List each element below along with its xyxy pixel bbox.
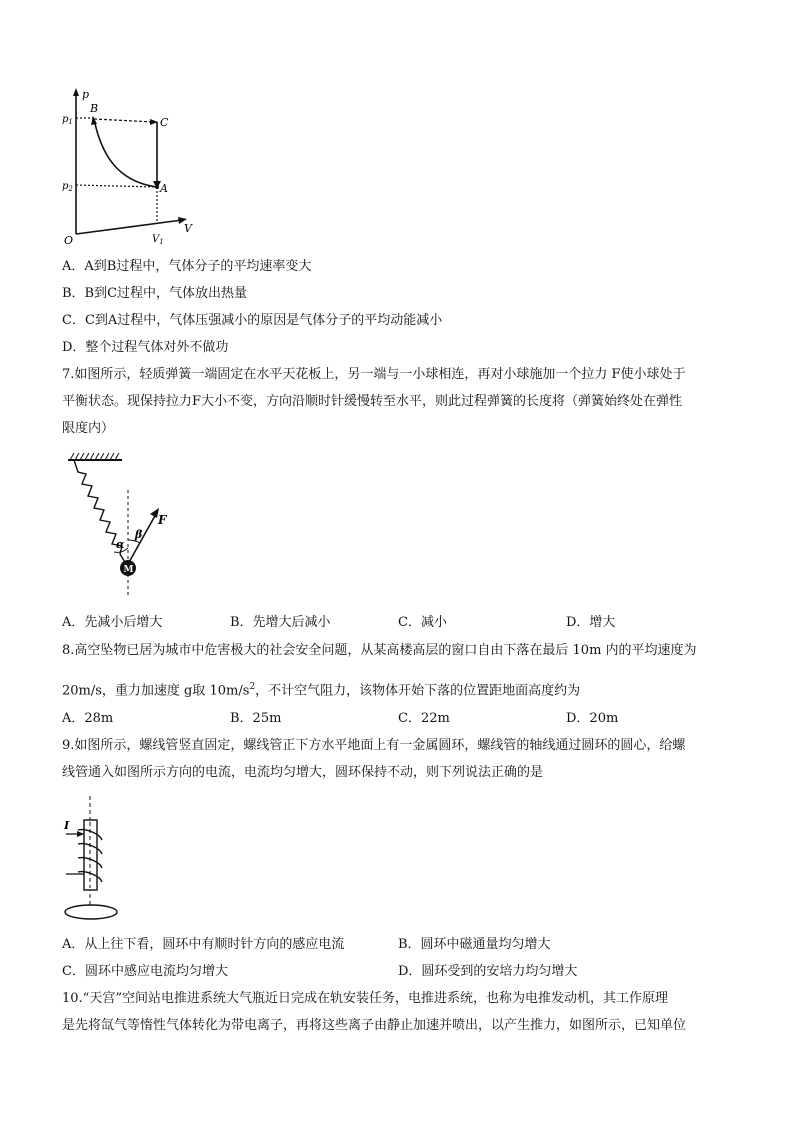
p-axis-arrow xyxy=(73,88,79,96)
q9-option-d: D．圆环受到的安培力均匀增大 xyxy=(398,964,578,979)
q6-option-a: A．A到B过程中，气体分子的平均速率变大 xyxy=(62,259,312,274)
p-axis-label: p xyxy=(82,88,90,101)
pv-diagram xyxy=(60,86,200,246)
current-arrow xyxy=(77,831,84,837)
v-axis-label: V xyxy=(184,222,192,235)
v1-label: $V_1$ xyxy=(152,234,164,246)
ab-process-curve xyxy=(94,119,157,187)
metal-ring xyxy=(65,905,117,919)
q7-stem-line3: 限度内） xyxy=(62,421,115,436)
p1-label: $p_1$ xyxy=(62,114,73,126)
q8-exponent: 2 xyxy=(249,682,256,692)
q6-option-c: C．C到A过程中，气体压强减小的原因是气体分子的平均动能减小 xyxy=(62,313,443,328)
q8-stem-line2-a: 20m/s，重力加速度 g取 10m/s xyxy=(62,683,250,699)
q8-option-a: A．28m xyxy=(62,711,114,726)
q7-option-a: A．先减小后增大 xyxy=(62,615,163,630)
q9-option-c: C．圆环中感应电流均匀增大 xyxy=(62,964,228,979)
ceiling-hatch xyxy=(70,453,119,460)
point-a-label: A xyxy=(160,182,168,195)
origin-label: O xyxy=(64,234,74,246)
q7-stem-line2: 平衡状态。现保持拉力F大小不变，方向沿顺时针缓慢转至水平，则此过程弹簧的长度将（弹簧始终处在弹性 xyxy=(62,394,683,409)
v-axis xyxy=(76,220,182,234)
point-c-label: C xyxy=(160,116,169,129)
q9-option-b: B．圆环中磁通量均匀增大 xyxy=(398,937,551,952)
q7-option-c: C．减小 xyxy=(398,615,447,630)
spring-ball-figure xyxy=(64,450,184,600)
bc-process-line xyxy=(94,119,154,122)
q8-stem-line1: 8.高空坠物已居为城市中危害极大的社会安全问题，从某高楼高层的窗口自由下落在最后 10m 内的平均速度为 xyxy=(62,643,697,658)
force-f-label: F xyxy=(158,513,167,527)
q10-stem-line2: 是先将氙气等惰性气体转化为带电离子，再将这些离子由静止加速并喷出，以产生推力，如图所示，已知单位 xyxy=(62,1018,687,1033)
solenoid-figure xyxy=(60,794,130,924)
current-label: I xyxy=(64,819,70,832)
q10-stem-line1: 10.“天宫”空间站电推进系统大气瓶近日完成在轨安装任务，电推进系统，也称为电推发动机，其工作原理 xyxy=(62,991,668,1006)
q7-stem-line1: 7.如图所示，轻质弹簧一端固定在水平天花板上，另一端与一小球相连，再对小球施加一个拉力 F使小球处于 xyxy=(62,367,686,382)
q8-option-c: C．22m xyxy=(398,711,450,726)
q8-stem-line2 xyxy=(62,678,580,700)
ball-label: M xyxy=(123,565,134,575)
p2-label: $p_2$ xyxy=(62,181,73,193)
q6-option-b: B．B到C过程中，气体放出热量 xyxy=(62,286,248,301)
q8-option-d: D．20m xyxy=(566,711,619,726)
point-a-dot xyxy=(155,185,159,189)
ab-arrow xyxy=(91,116,97,125)
q9-stem-line2: 线管通入如图所示方向的电流，电流均匀增大，圆环保持不动，则下列说法正确的是 xyxy=(62,765,544,780)
alpha-label: α xyxy=(116,538,125,551)
q9-stem-line1: 9.如图所示，螺线管竖直固定，螺线管正下方水平地面上有一金属圆环，螺线管的轴线通过圆环的圆心，给螺 xyxy=(62,738,686,753)
q8-option-b: B．25m xyxy=(230,711,282,726)
q8-stem-line2-b: ，不计空气阻力，该物体开始下落的位置距地面高度约为 xyxy=(255,683,581,699)
point-b-label: B xyxy=(90,102,99,115)
q6-option-d: D．整个过程气体对外不做功 xyxy=(62,340,229,355)
beta-label: β xyxy=(135,528,143,541)
q7-option-d: D．增大 xyxy=(566,615,616,630)
q7-option-b: B．先增大后减小 xyxy=(230,615,331,630)
q9-option-a: A．从上往下看，圆环中有顺时针方向的感应电流 xyxy=(62,937,345,952)
